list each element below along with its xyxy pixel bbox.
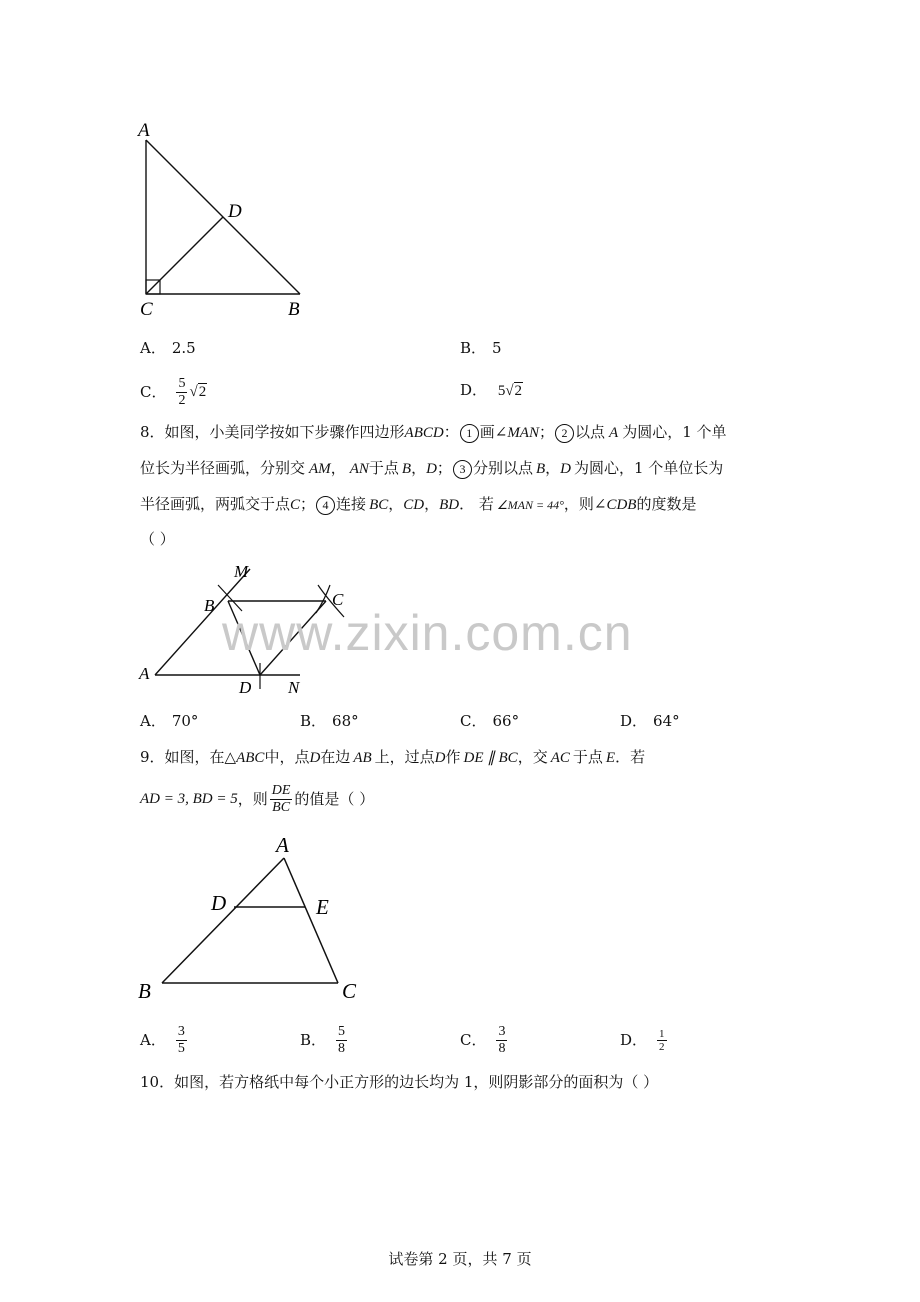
q8-step-1: 画∠	[479, 423, 508, 441]
watermark: www.zixin.com.cn	[222, 605, 633, 661]
q8-comma-5: ，	[424, 495, 440, 513]
q9-label-c: C	[342, 979, 357, 1003]
q8-answer-paren: （ ）	[140, 530, 175, 548]
q9-option-a[interactable]	[140, 1020, 189, 1060]
q9-option-a-numerator: 3	[177, 1023, 185, 1039]
q8-option-a-value: 70°	[171, 712, 199, 730]
q8-label-d: D	[239, 678, 252, 697]
q9-label-d: D	[211, 891, 227, 915]
q8-label-n: N	[288, 678, 300, 697]
q7-option-a-value: 2.5	[171, 339, 196, 357]
q9-option-a-denominator: 5	[177, 1040, 185, 1056]
q9-middle-4: 作	[445, 748, 461, 766]
q8-comma-1: ，	[330, 459, 346, 477]
q8-step-3-end: 为圆心，1 个单位长为	[573, 459, 724, 477]
q8-option-b[interactable]	[300, 711, 359, 731]
q9-middle-7: ．若	[615, 748, 646, 766]
q8-point-d2: D	[560, 461, 571, 477]
q8-colon: ：	[443, 423, 459, 441]
q8-semi-3: ；	[300, 495, 316, 513]
q8-point-b: B	[401, 461, 412, 477]
q7-option-c-numerator: 5	[178, 375, 186, 391]
q8-semi-2: ；	[436, 459, 452, 477]
q8-step-3-marker: 3	[453, 460, 472, 479]
q9-option-b-fraction	[336, 1024, 347, 1057]
q7-option-d-radicand: 2	[514, 383, 523, 399]
q9-option-d[interactable]	[620, 1020, 669, 1060]
q9-option-d-denominator: 2	[659, 1040, 665, 1053]
q8-step-4-marker: 4	[316, 496, 335, 515]
q7-option-c-fraction	[176, 376, 187, 409]
q8-bc: BC	[369, 497, 389, 513]
q8-bd: BD	[439, 497, 460, 513]
q8-point-c: C	[290, 497, 301, 513]
q9-option-b-numerator: 5	[338, 1023, 346, 1039]
q8-comma-3: ，	[545, 459, 561, 477]
q9-point-d2: D	[434, 750, 446, 766]
q9-option-d-numerator: 1	[659, 1027, 665, 1040]
q8-option-d-key: D．	[620, 712, 648, 730]
q9-condition: AD = 3, BD = 5	[140, 791, 238, 807]
q8-option-d[interactable]	[620, 711, 680, 731]
q8-option-c[interactable]	[460, 711, 519, 731]
q8-ask: 的度数是	[636, 495, 697, 513]
q8-label-c: C	[332, 590, 344, 609]
q8-cdb: CDB	[606, 497, 637, 513]
q9-line-2	[140, 778, 374, 820]
q9-ratio-fraction	[270, 783, 293, 816]
q9-option-b[interactable]	[300, 1020, 349, 1060]
q7-option-b-key: B．	[460, 339, 487, 357]
q8-option-b-key: B．	[300, 712, 327, 730]
q8-step-3: 分别以点	[472, 459, 533, 477]
q9-abc: ABC	[236, 750, 265, 766]
q9-ratio-denominator: BC	[272, 799, 291, 815]
q9-option-d-fraction	[657, 1028, 667, 1053]
q8-label-a: A	[139, 664, 150, 683]
q8-if: ． 若	[459, 495, 494, 513]
q9-option-c-key: C．	[460, 1031, 487, 1049]
q7-option-d-sqrt: √2	[505, 383, 523, 399]
q7-option-c-radicand: 2	[198, 384, 207, 400]
q9-side-ab	[162, 858, 284, 983]
q8-step-2: 以点	[575, 423, 606, 441]
q8-option-c-key: C．	[460, 712, 487, 730]
q9-then: ，则	[237, 790, 268, 808]
q9-option-c-numerator: 3	[498, 1023, 506, 1039]
q8-step-2-marker: 2	[555, 424, 574, 443]
q7-label-c: C	[140, 299, 153, 320]
q8-comma-2: ，	[411, 459, 427, 477]
q9-middle-2: 在边	[320, 748, 351, 766]
q8-stem-start: 8．如图，小美同学按如下步骤作四边形	[140, 423, 405, 441]
q9-point-e: E	[605, 750, 616, 766]
q8-line-3	[140, 494, 696, 515]
q9-ac: AC	[550, 750, 570, 766]
q7-option-c-denominator: 2	[178, 392, 186, 408]
q7-option-b-value: 5	[492, 339, 502, 357]
q7-option-c-sqrt: √2	[189, 384, 207, 400]
q9-middle-6: 于点	[572, 748, 603, 766]
q8-line-2-start: 位长为半径画弧，分别交	[140, 459, 306, 477]
q7-option-a-key: A．	[140, 339, 166, 357]
q9-option-c[interactable]	[460, 1020, 509, 1060]
q8-step-2-end: 为圆心，1 个单	[622, 423, 727, 441]
q9-ab: AB	[353, 750, 372, 766]
q8-am: AM	[309, 461, 331, 477]
q10-text: 10．如图，若方格纸中每个小正方形的边长均为 1，则阴影部分的面积为（ ）	[140, 1073, 659, 1091]
q9-middle-3: 上，过点	[374, 748, 435, 766]
q7-segment-cd	[146, 217, 223, 294]
q8-option-a-key: A．	[140, 712, 166, 730]
q9-stem-start: 9．如图，在△	[140, 748, 237, 766]
q8-line-3-start: 半径画弧，两弧交于点	[140, 495, 291, 513]
q9-middle-5: ，交	[517, 748, 548, 766]
q8-cd: CD	[403, 497, 425, 513]
q8-semi-1: ；	[538, 423, 554, 441]
q8-comma-4: ，	[388, 495, 404, 513]
page-footer: 试卷第 2 页，共 7 页	[388, 1250, 532, 1268]
q9-option-a-key: A．	[140, 1031, 166, 1049]
q8-an: AN	[349, 461, 369, 477]
q8-condition: ∠MAN = 44°	[496, 498, 564, 512]
q8-step-1-marker: 1	[460, 424, 479, 443]
q7-label-a: A	[138, 120, 150, 141]
q7-option-c[interactable]	[140, 372, 207, 412]
q9-option-a-fraction	[176, 1024, 187, 1057]
q8-point-b2: B	[535, 461, 546, 477]
q9-option-c-denominator: 8	[498, 1040, 506, 1056]
q9-line-1	[140, 747, 645, 768]
q7-label-d: D	[228, 201, 242, 222]
q9-figure	[130, 830, 370, 1010]
q9-point-d: D	[309, 750, 321, 766]
q9-option-b-key: B．	[300, 1031, 327, 1049]
q9-ask: 的值是（ ）	[294, 790, 375, 808]
q7-figure	[120, 110, 340, 325]
q7-option-a[interactable]	[140, 338, 196, 358]
q8-step-4: 连接	[336, 495, 367, 513]
q8-man: MAN	[507, 425, 539, 441]
q7-option-c-key: C．	[140, 383, 167, 401]
q8-abcd: ABCD	[404, 425, 444, 441]
q9-de-parallel-bc: DE ∥ BC	[463, 750, 518, 766]
q9-option-d-key: D．	[620, 1031, 648, 1049]
q8-option-d-value: 64°	[653, 712, 680, 730]
q7-option-b[interactable]	[460, 338, 502, 358]
q8-line-1	[140, 422, 727, 443]
q8-option-b-value: 68°	[332, 712, 359, 730]
q9-option-c-fraction	[496, 1024, 507, 1057]
q9-label-a: A	[276, 833, 289, 857]
q8-label-b: B	[204, 596, 215, 615]
q9-middle-1: 中，点	[264, 748, 310, 766]
q8-at-points: 于点	[368, 459, 399, 477]
q8-option-c-value: 66°	[492, 712, 520, 730]
q9-label-e: E	[316, 895, 329, 919]
q7-option-d-coef: 5	[497, 383, 506, 399]
q9-option-b-denominator: 8	[338, 1040, 346, 1056]
q8-point-d: D	[426, 461, 437, 477]
q8-point-a: A	[609, 425, 619, 441]
q8-line-2	[140, 458, 723, 479]
q9-label-b: B	[138, 979, 151, 1003]
q8-label-m: M	[234, 562, 249, 581]
q9-side-ac	[284, 858, 338, 983]
q7-option-d[interactable]	[460, 380, 523, 401]
q7-option-d-key: D．	[460, 381, 488, 399]
q7-label-b: B	[288, 299, 300, 320]
q8-then: ，则∠	[563, 495, 607, 513]
q8-option-a[interactable]	[140, 711, 198, 731]
q9-ratio-numerator: DE	[271, 782, 291, 798]
